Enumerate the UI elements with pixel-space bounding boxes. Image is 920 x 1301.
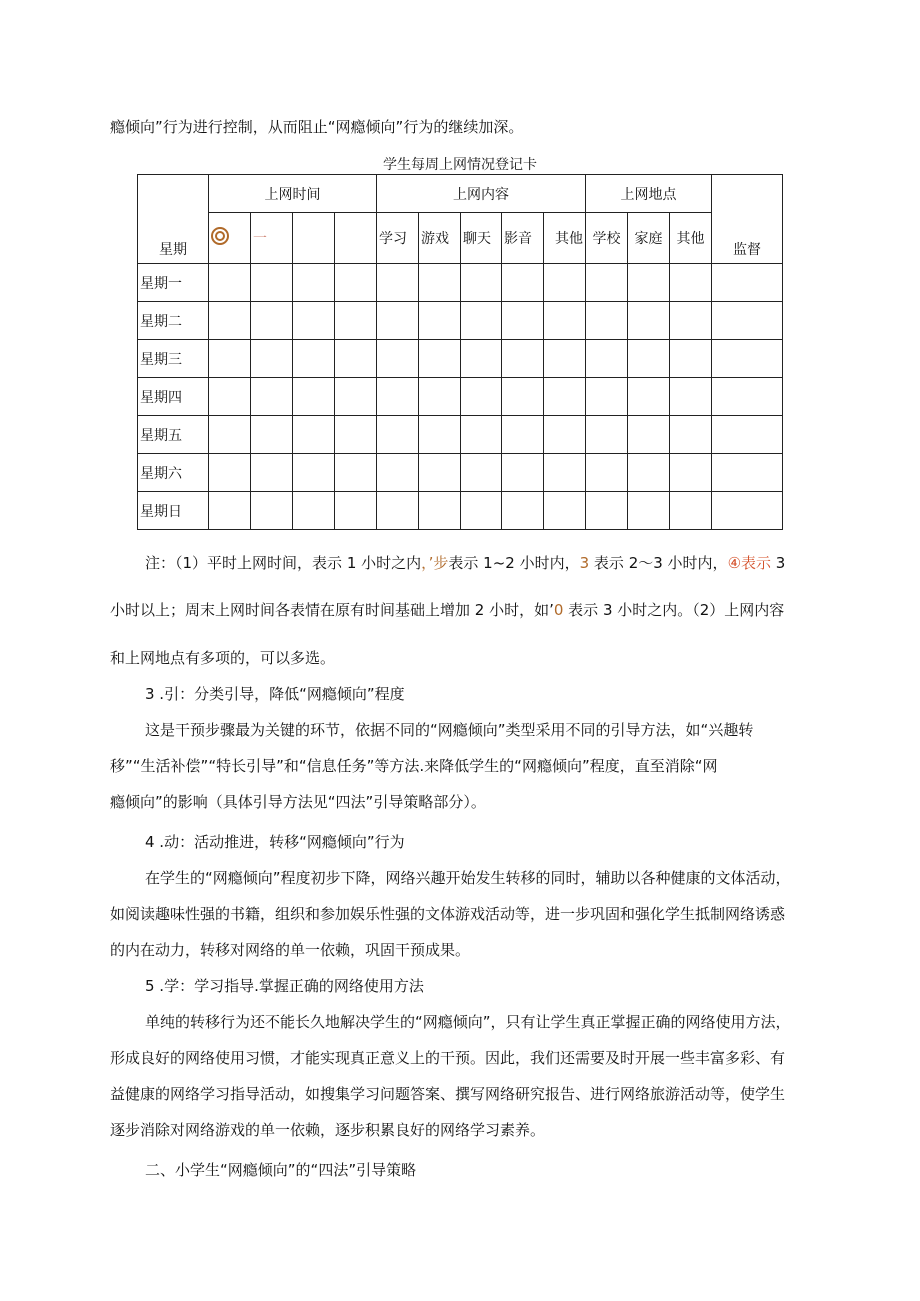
- content-col: 游戏: [419, 213, 461, 264]
- empty-cell: [461, 416, 502, 454]
- empty-cell: [586, 492, 628, 530]
- empty-cell: [502, 492, 544, 530]
- empty-cell: [502, 302, 544, 340]
- empty-cell: [377, 378, 419, 416]
- empty-cell: [670, 416, 712, 454]
- table-row: [138, 492, 783, 530]
- empty-cell: [419, 454, 461, 492]
- empty-cell: [461, 492, 502, 530]
- empty-cell: [251, 416, 293, 454]
- empty-cell: [209, 454, 251, 492]
- empty-cell: [419, 264, 461, 302]
- empty-cell: [712, 454, 783, 492]
- weekday-cell: 星期五: [138, 416, 209, 454]
- empty-cell: [544, 492, 586, 530]
- empty-cell: [712, 492, 783, 530]
- empty-cell: [628, 492, 670, 530]
- table-row: [138, 416, 783, 454]
- empty-cell: [544, 378, 586, 416]
- note-text: 表示 1~2 小时内，: [448, 554, 580, 572]
- empty-cell: [502, 416, 544, 454]
- empty-cell: [628, 416, 670, 454]
- empty-cell: [377, 454, 419, 492]
- time-mark-circle: [209, 213, 251, 264]
- empty-cell: [419, 378, 461, 416]
- empty-cell: [586, 340, 628, 378]
- empty-cell: [209, 340, 251, 378]
- empty-cell: [461, 264, 502, 302]
- table-row: [138, 454, 783, 492]
- empty-cell: [544, 454, 586, 492]
- note-text: 注：（1）平时上网时间，表示 1 小时之内: [145, 554, 422, 572]
- empty-cell: [251, 454, 293, 492]
- empty-cell: [209, 302, 251, 340]
- empty-cell: [377, 340, 419, 378]
- empty-cell: [502, 378, 544, 416]
- body-text: 益健康的网络学习指导活动，如搜集学习问题答案、撰写网络研究报告、进行网络旅游活动等，使学生: [110, 1085, 786, 1103]
- body-text: 瘾倾向”的影响（具体引导方法见“四法”引导策略部分）。: [110, 793, 486, 811]
- table-caption: 学生每周上网情况登记卡: [383, 157, 537, 173]
- empty-cell: [670, 492, 712, 530]
- empty-cell: [293, 454, 335, 492]
- section-heading: 3 .引：分类引导，降低“网瘾倾向”程度: [145, 685, 405, 703]
- section-heading: 4 .动：活动推进，转移“网瘾倾向”行为: [145, 833, 405, 851]
- body-text: 在学生的“网瘾倾向”程度初步下降，网络兴趣开始发生转移的同时，辅助以各种健康的文体活动，: [145, 869, 791, 887]
- empty-cell: [251, 340, 293, 378]
- empty-cell: [712, 302, 783, 340]
- weekday-cell: 星期六: [138, 454, 209, 492]
- empty-cell: [502, 340, 544, 378]
- weekday-header: 星期: [138, 175, 209, 264]
- table-row: [138, 302, 783, 340]
- empty-cell: [335, 416, 377, 454]
- body-text: 逐步消除对网络游戏的单一依赖，逐步积累良好的网络学习素养。: [110, 1121, 546, 1139]
- empty-cell: [544, 416, 586, 454]
- empty-cell: [502, 454, 544, 492]
- note-text: 3: [771, 554, 786, 572]
- note-symbol: 0: [553, 601, 564, 619]
- time-mark-dash: 一: [251, 213, 293, 264]
- place-col: 其他: [670, 213, 712, 264]
- empty-cell: [293, 492, 335, 530]
- empty-cell: [544, 340, 586, 378]
- empty-cell: [377, 416, 419, 454]
- note-symbol: ，’步: [421, 554, 449, 572]
- empty-cell: [461, 340, 502, 378]
- empty-cell: [209, 378, 251, 416]
- registration-table: [137, 174, 783, 530]
- section-heading: 5 .学：学习指导.掌握正确的网络使用方法: [145, 977, 424, 995]
- body-text: 的内在动力，转移对网络的单一依赖，巩固干预成果。: [110, 941, 471, 959]
- empty-cell: [628, 340, 670, 378]
- empty-cell: [628, 378, 670, 416]
- empty-cell: [251, 264, 293, 302]
- content-group-header: 上网内容: [377, 175, 586, 213]
- body-text: 移”“生活补偿”“特长引导”和“信息任务”等方法.来降低学生的“网瘾倾向”程度，直至消除“网: [110, 757, 718, 775]
- empty-cell: [670, 340, 712, 378]
- note-text: 表示 3 小时之内。（2）上网内容: [563, 601, 785, 619]
- empty-cell: [293, 340, 335, 378]
- empty-cell: [544, 264, 586, 302]
- content-col: 聊天: [461, 213, 502, 264]
- weekday-cell: 星期二: [138, 302, 209, 340]
- empty-cell: [586, 302, 628, 340]
- section-heading: 二、小学生“网瘾倾向”的“四法”引导策略: [145, 1161, 417, 1179]
- supervise-header: 监督: [712, 175, 783, 264]
- empty-cell: [251, 492, 293, 530]
- note-symbol: 3: [579, 554, 590, 572]
- empty-cell: [712, 416, 783, 454]
- note-symbol: ④表示: [727, 554, 772, 572]
- note-line: 和上网地点有多项的，可以多选。: [110, 649, 336, 667]
- empty-cell: [586, 416, 628, 454]
- weekday-cell: 星期四: [138, 378, 209, 416]
- time-group-header: 上网时间: [209, 175, 377, 213]
- empty-cell: [670, 264, 712, 302]
- empty-cell: [628, 302, 670, 340]
- empty-cell: [377, 302, 419, 340]
- empty-cell: [419, 302, 461, 340]
- empty-cell: [712, 264, 783, 302]
- content-col: 学习: [377, 213, 419, 264]
- empty-cell: [293, 264, 335, 302]
- note-line: [110, 600, 784, 620]
- place-group-header: 上网地点: [586, 175, 712, 213]
- body-text: 如阅读趣味性强的书籍，组织和参加娱乐性强的文体游戏活动等，进一步巩固和强化学生抵制网络诱惑: [110, 905, 786, 923]
- weekday-cell: 星期一: [138, 264, 209, 302]
- empty-cell: [628, 454, 670, 492]
- empty-cell: [712, 340, 783, 378]
- note-line: [145, 553, 785, 573]
- content-col: 影音: [502, 213, 544, 264]
- empty-cell: [293, 378, 335, 416]
- table-row: [138, 340, 783, 378]
- time-mark-empty: [335, 213, 377, 264]
- empty-cell: [293, 302, 335, 340]
- weekday-cell: 星期三: [138, 340, 209, 378]
- time-mark-empty: [293, 213, 335, 264]
- empty-cell: [377, 264, 419, 302]
- empty-cell: [419, 492, 461, 530]
- body-text: 单纯的转移行为还不能长久地解决学生的“网瘾倾向”，只有让学生真正掌握正确的网络使用方法，: [145, 1013, 791, 1031]
- empty-cell: [209, 416, 251, 454]
- body-text: 瘾倾向”行为进行控制，从而阻止“网瘾倾向”行为的继续加深。: [110, 118, 524, 136]
- empty-cell: [335, 302, 377, 340]
- empty-cell: [419, 416, 461, 454]
- table-row: [138, 378, 783, 416]
- empty-cell: [335, 454, 377, 492]
- note-text: 表示 2〜3 小时内，: [589, 554, 728, 572]
- empty-cell: [251, 302, 293, 340]
- empty-cell: [502, 264, 544, 302]
- empty-cell: [377, 492, 419, 530]
- empty-cell: [335, 492, 377, 530]
- double-circle-icon: [211, 227, 229, 245]
- empty-cell: [209, 492, 251, 530]
- weekday-cell: 星期日: [138, 492, 209, 530]
- empty-cell: [628, 264, 670, 302]
- empty-cell: [461, 378, 502, 416]
- place-col: 学校: [586, 213, 628, 264]
- place-col: 家庭: [628, 213, 670, 264]
- body-text: 形成良好的网络使用习惯，才能实现真正意义上的干预。因此，我们还需要及时开展一些丰富多彩、有: [110, 1049, 786, 1067]
- empty-cell: [670, 302, 712, 340]
- empty-cell: [586, 264, 628, 302]
- empty-cell: [461, 302, 502, 340]
- empty-cell: [209, 264, 251, 302]
- empty-cell: [670, 378, 712, 416]
- empty-cell: [251, 378, 293, 416]
- empty-cell: [670, 454, 712, 492]
- empty-cell: [335, 340, 377, 378]
- empty-cell: [712, 378, 783, 416]
- body-text: 这是干预步骤最为关键的环节，依据不同的“网瘾倾向”类型采用不同的引导方法，如“兴趣转: [145, 721, 754, 739]
- content-col: 其他: [544, 213, 586, 264]
- empty-cell: [586, 378, 628, 416]
- empty-cell: [335, 378, 377, 416]
- empty-cell: [419, 340, 461, 378]
- empty-cell: [461, 454, 502, 492]
- empty-cell: [335, 264, 377, 302]
- empty-cell: [544, 302, 586, 340]
- empty-cell: [293, 416, 335, 454]
- note-text: 小时以上；周末上网时间各表情在原有时间基础上增加 2 小时，如’: [110, 601, 554, 619]
- table-row: [138, 264, 783, 302]
- empty-cell: [586, 454, 628, 492]
